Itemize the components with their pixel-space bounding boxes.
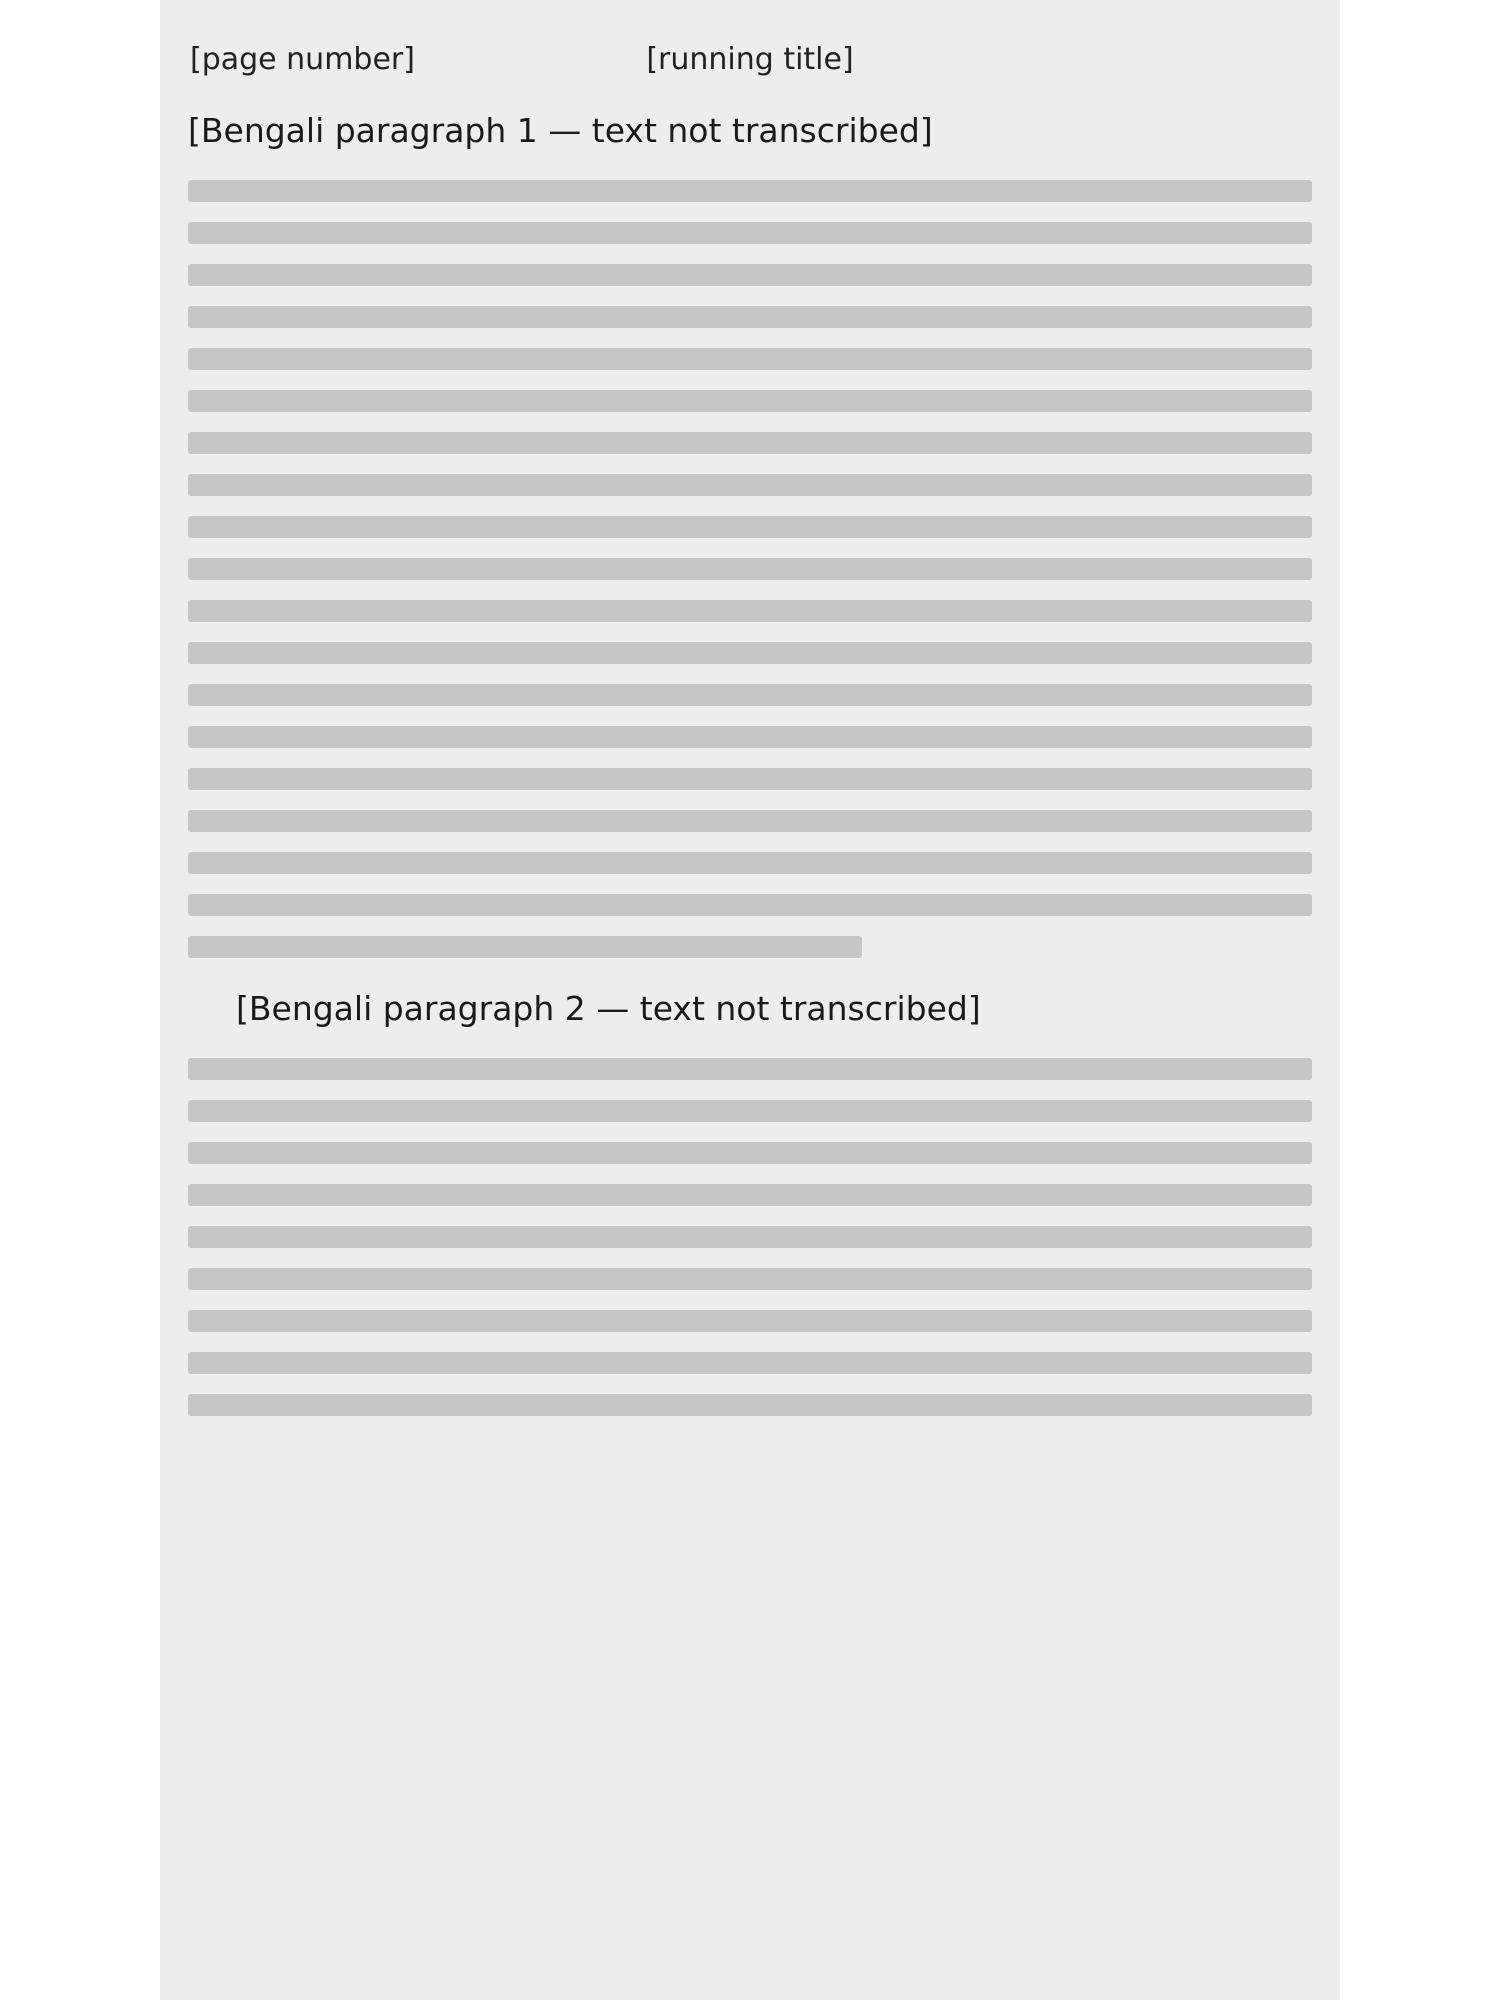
book-page <box>160 0 1340 2000</box>
text-line <box>188 432 1312 454</box>
text-line <box>188 558 1312 580</box>
paragraph-2: [Bengali paragraph 2 — text not transcribed] <box>236 989 981 1028</box>
text-line <box>188 684 1312 706</box>
page-header <box>190 34 1310 84</box>
text-line <box>188 306 1312 328</box>
text-line <box>188 222 1312 244</box>
text-line <box>188 726 1312 748</box>
text-line <box>188 1058 1312 1080</box>
text-line <box>188 1100 1312 1122</box>
page-body <box>188 100 1312 1960</box>
text-line <box>188 1184 1312 1206</box>
text-line <box>188 1226 1312 1248</box>
paragraph-1: [Bengali paragraph 1 — text not transcribed] <box>188 111 933 150</box>
text-line <box>188 390 1312 412</box>
paragraph-1-lines <box>188 180 1312 958</box>
text-line <box>188 264 1312 286</box>
text-line <box>188 348 1312 370</box>
text-line <box>188 516 1312 538</box>
text-line <box>188 768 1312 790</box>
text-line <box>188 1394 1312 1416</box>
text-line <box>188 852 1312 874</box>
text-line <box>188 1142 1312 1164</box>
text-line <box>188 1352 1312 1374</box>
text-line <box>188 1310 1312 1332</box>
text-line <box>188 936 862 958</box>
running-title: [running title] <box>646 41 854 77</box>
text-line <box>188 894 1312 916</box>
text-line <box>188 180 1312 202</box>
text-line <box>188 1268 1312 1290</box>
text-line <box>188 810 1312 832</box>
paragraph-2-lines <box>188 1058 1312 1416</box>
text-line <box>188 600 1312 622</box>
text-line <box>188 474 1312 496</box>
page-number: [page number] <box>190 41 415 77</box>
text-line <box>188 642 1312 664</box>
